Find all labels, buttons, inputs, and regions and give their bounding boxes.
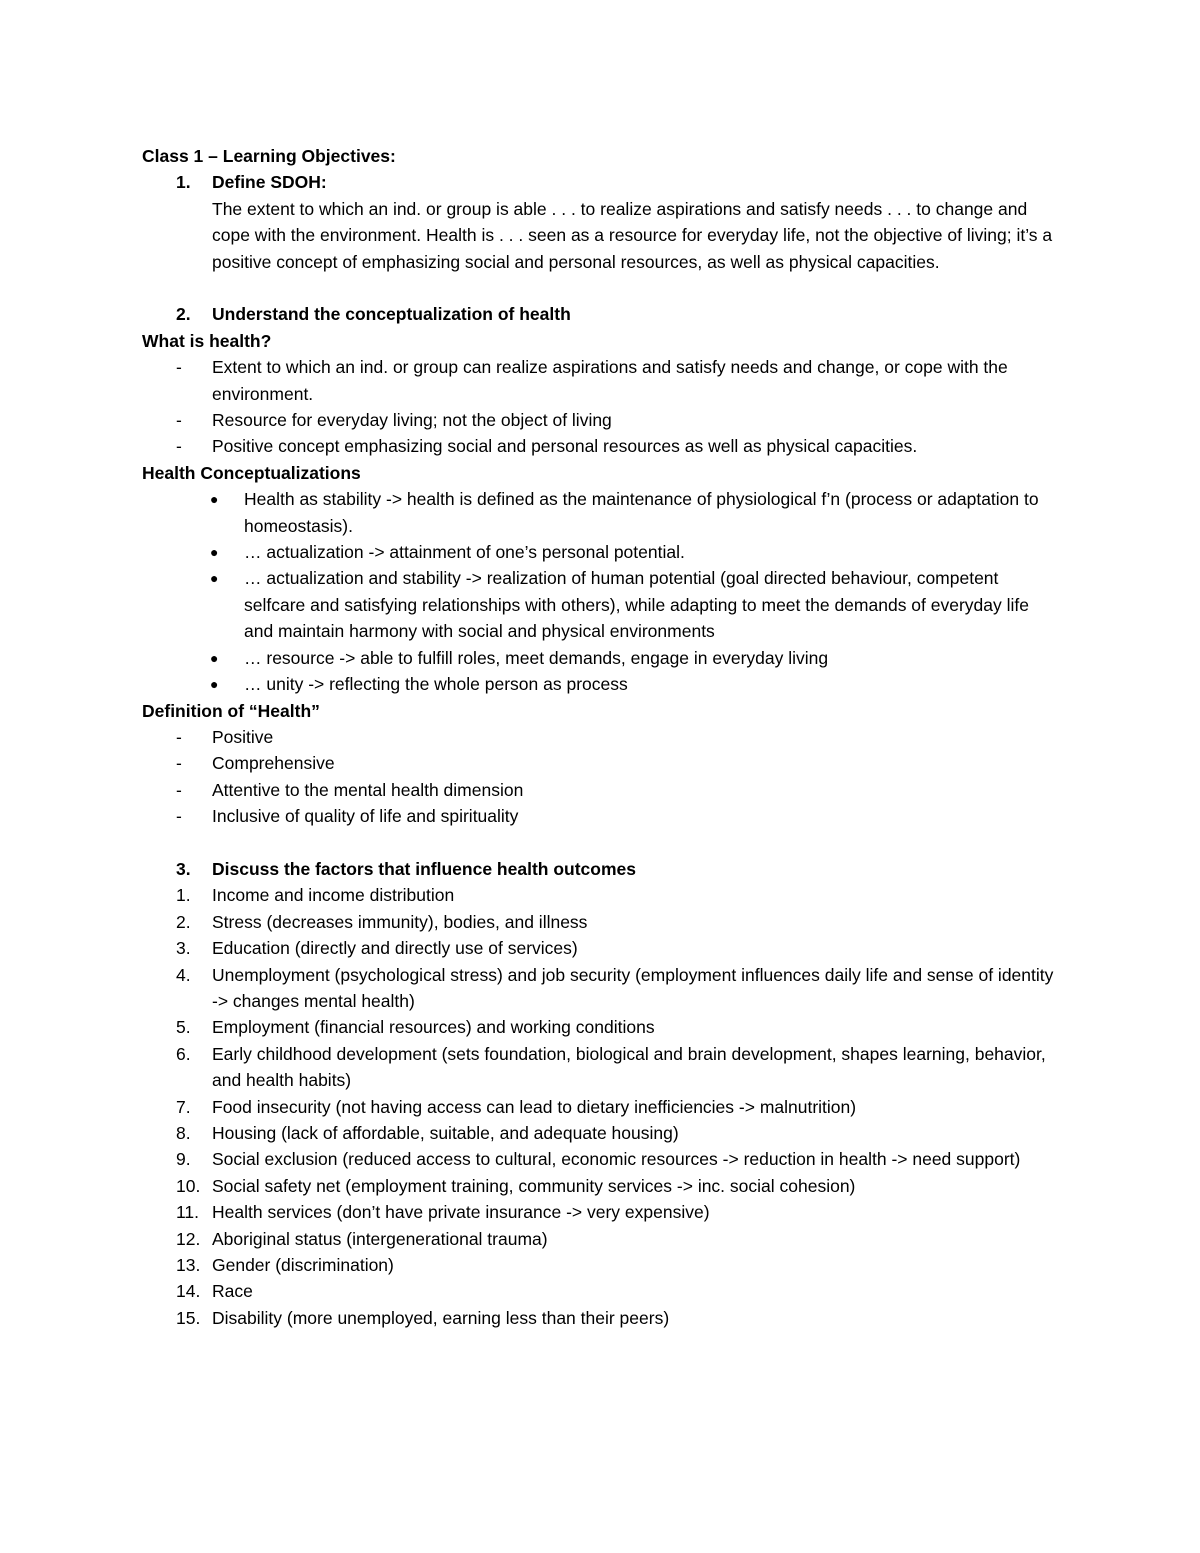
- factor-number: 1.: [176, 885, 191, 906]
- factor-number: 15.: [176, 1307, 201, 1328]
- factor-text: Social exclusion (reduced access to cultural, economic resources -> reduction in health -> need support): [212, 1149, 1021, 1170]
- factor-item: [142, 1014, 1062, 1040]
- factor-number: 4.: [176, 964, 191, 985]
- factor-item: [142, 1199, 1062, 1225]
- dash-marker: -: [176, 410, 182, 431]
- factor-item: [142, 1146, 1062, 1172]
- spacer: [142, 830, 1062, 856]
- factor-text: Unemployment (psychological stress) and job security (employment influences daily life and sense of identity -> changes mental health): [212, 964, 1054, 1011]
- objective-2-heading: [142, 301, 1062, 327]
- bullet-marker: ●: [210, 649, 219, 666]
- factor-item: [142, 1120, 1062, 1146]
- factor-text: Education (directly and directly use of services): [212, 938, 578, 959]
- objective-heading: Discuss the factors that influence health outcomes: [212, 858, 636, 879]
- definition-list: [142, 724, 1062, 830]
- factor-number: 8.: [176, 1123, 191, 1143]
- dash-marker: -: [176, 779, 182, 800]
- factor-item: [142, 1278, 1062, 1304]
- factor-text: Disability (more unemployed, earning less than their peers): [212, 1307, 670, 1328]
- list-item: - Positive concept emphasizing social and personal resources as well as physical capacities.: [142, 433, 1062, 459]
- factor-number: 9.: [176, 1149, 191, 1170]
- factor-item: [142, 1305, 1062, 1331]
- factor-text: Employment (financial resources) and working conditions: [212, 1017, 655, 1038]
- factor-text: Housing (lack of affordable, suitable, and adequate housing): [212, 1123, 679, 1143]
- bullet-marker: ●: [210, 676, 219, 693]
- list-item: ● … actualization and stability -> realization of human potential (goal directed behaviour, competent selfcare and satisfying relationships with others), while adapting to meet the demands of everyday life and maintain harmony with social and physical environments: [142, 565, 1062, 644]
- list-item: ● … actualization -> attainment of one’s personal potential.: [142, 539, 1062, 565]
- dash-marker: -: [176, 753, 182, 774]
- list-item: ● … resource -> able to fulfill roles, meet demands, engage in everyday living: [142, 645, 1062, 671]
- objective-1-text-row: [142, 196, 1062, 275]
- dash-marker: -: [176, 357, 182, 378]
- objective-number: 2.: [176, 304, 191, 325]
- list-item: - Extent to which an ind. or group can realize aspirations and satisfy needs and change, or cope with the environment.: [142, 354, 1062, 407]
- factor-text: Gender (discrimination): [212, 1255, 394, 1276]
- factor-number: 3.: [176, 938, 191, 959]
- factor-number: 10.: [176, 1175, 201, 1196]
- spacer: [142, 275, 1062, 301]
- factor-item: [142, 882, 1062, 908]
- factor-number: 7.: [176, 1096, 191, 1117]
- objective-number: 1.: [176, 172, 191, 193]
- page-title: Class 1 – Learning Objectives:: [142, 146, 396, 166]
- factor-text: Early childhood development (sets foundation, biological and brain development, shapes learning, behavior, and health habits): [212, 1043, 1046, 1091]
- section-heading-definition-of-health: Definition of “Health”: [142, 700, 320, 721]
- conceptualizations-list: [142, 486, 1062, 697]
- factor-item: [142, 1252, 1062, 1278]
- objective-3-heading: [142, 856, 1062, 882]
- factor-text: Food insecurity (not having access can lead to dietary inefficiencies -> malnutrition): [212, 1096, 857, 1117]
- bullet-marker: ●: [210, 570, 219, 587]
- objective-heading: Define SDOH:: [212, 172, 327, 193]
- bullet-marker: ●: [210, 491, 219, 508]
- factor-number: 13.: [176, 1255, 201, 1276]
- factor-text: Social safety net (employment training, community services -> inc. social cohesion): [212, 1175, 856, 1196]
- factor-text: Stress (decreases immunity), bodies, and illness: [212, 911, 588, 932]
- factor-text: Health services (don’t have private insurance -> very expensive): [212, 1202, 710, 1223]
- list-item: - Inclusive of quality of life and spirituality: [142, 803, 1062, 829]
- objective-1-heading: [142, 169, 1062, 195]
- factor-number: 2.: [176, 911, 191, 932]
- factor-item: [142, 1094, 1062, 1120]
- document-content: [142, 143, 1062, 1331]
- factor-item: [142, 962, 1062, 1015]
- list-item: - Resource for everyday living; not the object of living: [142, 407, 1062, 433]
- dash-marker: -: [176, 436, 182, 457]
- factor-item: [142, 909, 1062, 935]
- factors-list: [142, 882, 1062, 1331]
- factor-item: [142, 1226, 1062, 1252]
- factor-number: 14.: [176, 1281, 201, 1302]
- section-heading-health-conceptualizations: Health Conceptualizations: [142, 462, 361, 483]
- factor-item: [142, 1041, 1062, 1094]
- factor-number: 6.: [176, 1043, 191, 1064]
- section-heading-what-is-health: What is health?: [142, 330, 272, 351]
- dash-marker: -: [176, 726, 182, 747]
- list-item: - Comprehensive: [142, 750, 1062, 776]
- list-item: ● … unity -> reflecting the whole person as process: [142, 671, 1062, 697]
- objective-number: 3.: [176, 858, 191, 879]
- factor-item: [142, 1173, 1062, 1199]
- factor-item: [142, 935, 1062, 961]
- factor-number: 11.: [176, 1202, 200, 1223]
- factor-text: Income and income distribution: [212, 885, 455, 906]
- dash-marker: -: [176, 806, 182, 827]
- factor-number: 5.: [176, 1017, 191, 1038]
- factor-text: Aboriginal status (intergenerational trauma): [212, 1228, 548, 1249]
- list-item: - Attentive to the mental health dimension: [142, 777, 1062, 803]
- objective-heading: Understand the conceptualization of health: [212, 304, 571, 325]
- list-item: - Positive: [142, 724, 1062, 750]
- factor-text: Race: [212, 1281, 253, 1302]
- what-is-health-list: [142, 354, 1062, 460]
- list-item: ● Health as stability -> health is defined as the maintenance of physiological f’n (process or adaptation to homeostasis).: [142, 486, 1062, 539]
- bullet-marker: ●: [210, 544, 219, 561]
- factor-number: 12.: [176, 1228, 201, 1249]
- objective-1-text: The extent to which an ind. or group is able . . . to realize aspirations and satisfy needs . . . to change and cope with the environment. Health is . . . seen as a resource for everyday life, not the objective of living; it’s a positive concept of emphasizing social and personal resources, as well as physical capacities.: [212, 198, 1053, 272]
